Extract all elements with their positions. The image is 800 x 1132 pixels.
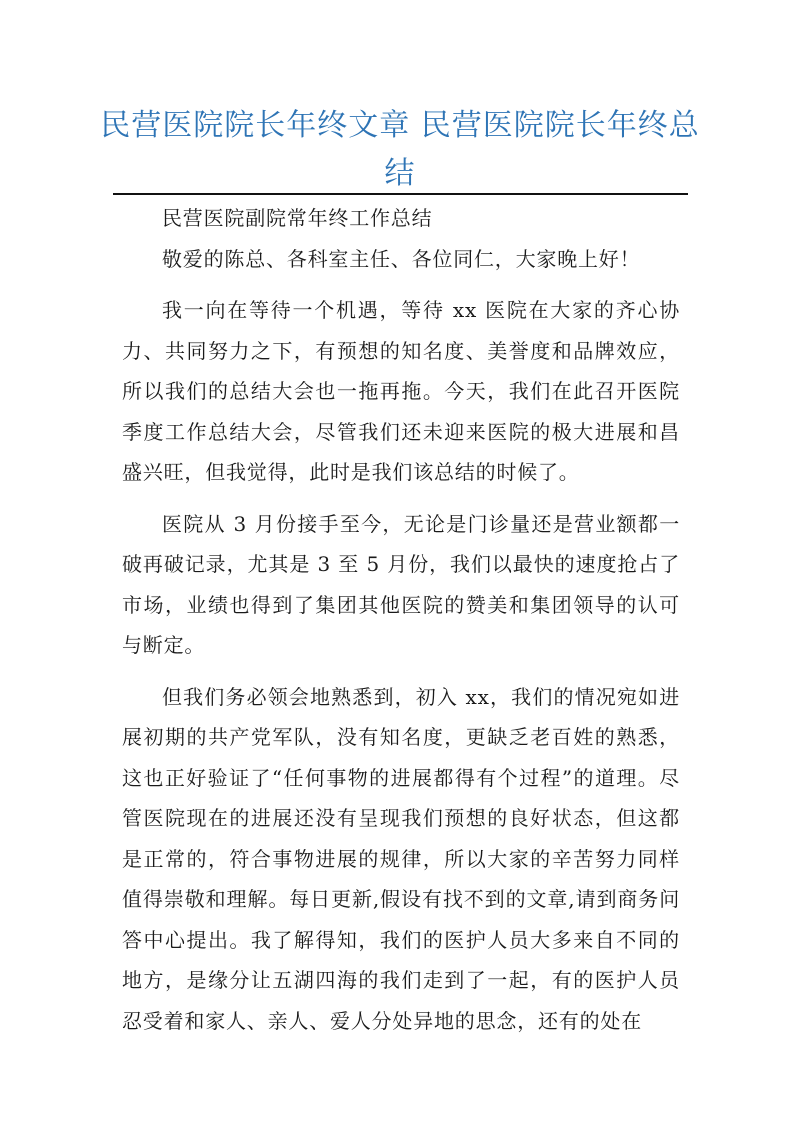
title-divider [113,193,688,195]
document-body [122,198,680,1041]
paragraph-performance: 医院从 3 月份接手至今，无论是门诊量还是营业额都一破再破记录，尤其是 3 至 5 月份，我们以最快的速度抢占了市场，业绩也得到了集团其他医院的赞美和集团领导的认可与断定。 [122,511,680,657]
paragraph-opening: 我一向在等待一个机遇，等待 xx 医院在大家的齐心协力、共同努力之下，有预想的知名度、美誉度和品牌效应，所以我们的总结大会也一拖再拖。今天，我们在此召开医院季度工作总结大会，尽管我们还未迎来医院的极大进展和昌盛兴旺，但我觉得，此时是我们该总结的时候了。 [122,298,680,484]
paragraph-subtitle: 民营医院副院常年终工作总结 [162,206,433,230]
paragraph-greeting: 敬爱的陈总、各科室主任、各位同仁，大家晚上好！ [162,246,641,271]
paragraph-reflection: 但我们务必领会地熟悉到，初入 xx，我们的情况宛如进展初期的共产党军队，没有知名度，更缺乏老百姓的熟悉，这也正好验证了“任何事物的进展都得有个过程”的道理。尽管医院现在的进展还没有呈现我们预想的良好状态，但这都是正常的，符合事物进展的规律，所以大家的辛苦努力同样值得崇敬和理解。每日更新,假设有找不到的文章,请到商务问答中心提出。我了解得知，我们的医护人员大多来自不同的地方，是缘分让五湖四海的我们走到了一起，有的医护人员忍受着和家人、亲人、爱人分处异地的思念，还有的处在 [122,684,680,1033]
document-title: 民营医院院长年终文章 民营医院院长年终总结 [100,108,700,191]
